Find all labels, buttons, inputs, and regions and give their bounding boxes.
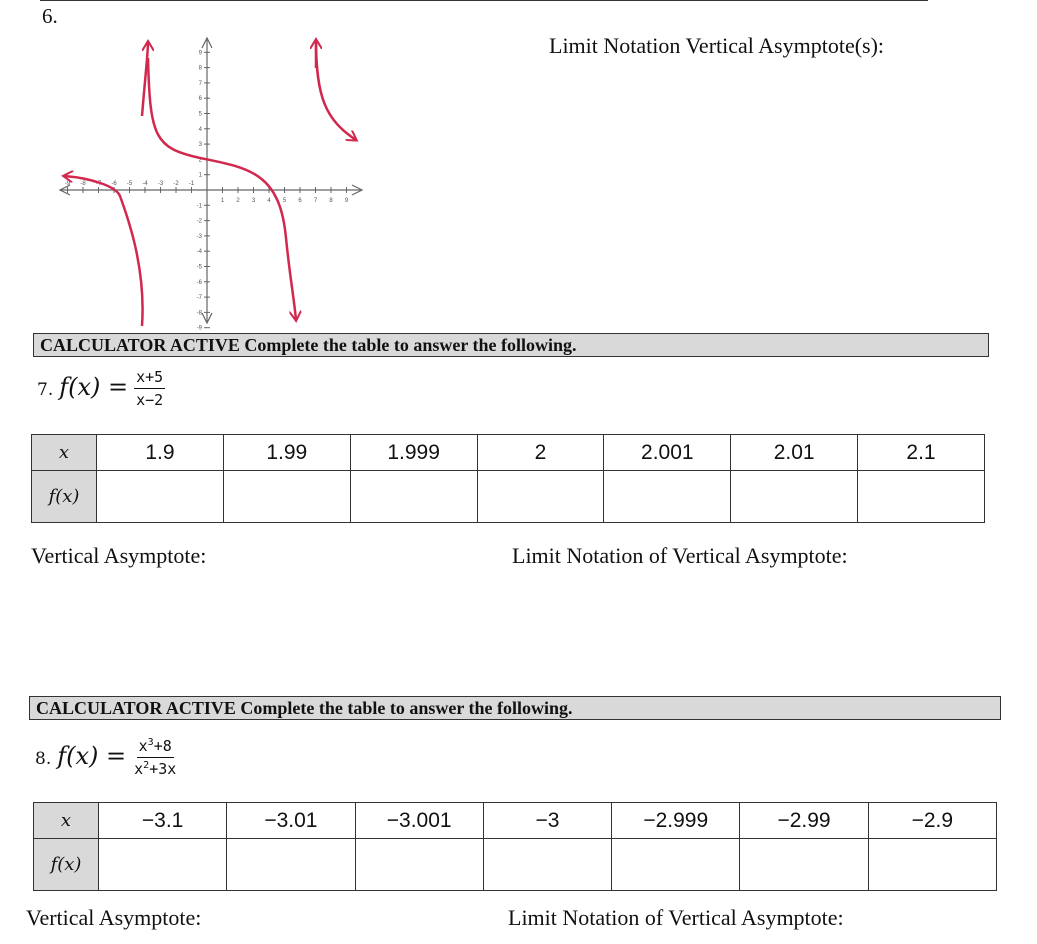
q8-fx-answer-cell[interactable] [740,839,868,891]
y-tick-label: 3 [198,142,202,149]
q7-x-cell: 1.99 [223,435,350,471]
question-7-number: 7. [37,380,54,400]
y-tick-label: 7 [198,80,202,87]
x-tick-label: -5 [126,181,133,187]
q8-denominator-base: x [134,760,144,778]
q7-fx-answer-cell[interactable] [477,471,604,523]
y-tick-label: -4 [196,249,202,256]
q7-fx-header: f(x) [32,471,97,523]
q8-denominator-exponent: 2 [143,760,150,771]
x-tick-label: 7 [313,198,318,204]
q7-limit-notation-label: Limit Notation of Vertical Asymptote: [512,543,848,568]
q8-x-cell: −2.99 [740,803,868,839]
x-tick-label: 8 [329,198,333,204]
q8-x-cell: −2.9 [868,803,996,839]
q8-numerator-exponent: 3 [147,737,154,748]
q6-rational-graph [50,28,370,332]
q7-fraction [134,368,165,409]
curve-right-branch [316,40,356,140]
q7-x-cell: 2 [477,435,604,471]
y-tick-label: 5 [198,111,202,118]
y-tick-label: 2 [198,157,202,164]
q7-function-lhs: f(x) = [59,373,129,401]
x-tick-label: -6 [111,181,117,187]
q8-fx-answer-cell[interactable] [227,839,355,891]
q7-x-cell: 1.9 [97,435,224,471]
x-tick-label: -1 [188,181,195,187]
y-tick-label: 8 [198,65,202,72]
q8-fx-answer-cell[interactable] [483,839,611,891]
question-8-number: 8. [35,749,52,769]
q8-x-cell: −3.1 [99,803,227,839]
q8-fx-row [34,839,997,891]
x-tick-label: -2 [173,181,179,187]
q8-function-lhs: f(x) = [57,742,127,770]
y-tick-label: 4 [198,126,202,133]
q8-x-cell: −2.999 [612,803,740,839]
y-tick-label: -1 [196,203,202,210]
q7-x-cell: 1.999 [350,435,477,471]
x-tick-label: -7 [95,181,102,187]
q8-fx-answer-cell[interactable] [868,839,996,891]
q8-fx-header: f(x) [34,839,99,891]
q7-fx-answer-cell[interactable] [97,471,224,523]
q8-x-row [34,803,997,839]
x-tick-label: -8 [80,181,86,187]
q8-limit-notation-label: Limit Notation of Vertical Asymptote: [508,905,844,930]
q8-fx-answer-cell[interactable] [355,839,483,891]
q7-fx-answer-cell[interactable] [604,471,731,523]
q8-value-table [33,802,997,891]
q8-numerator-base: x [138,737,148,755]
q7-x-row [32,435,985,471]
q7-numerator: x+5 [134,368,165,389]
q7-function [37,368,165,409]
x-tick-label: 5 [282,198,287,204]
question-6-number: 6. [42,4,58,28]
y-tick-label: 6 [198,96,202,103]
top-rule [40,0,928,1]
q8-x-cell: −3.01 [227,803,355,839]
q7-fx-answer-cell[interactable] [350,471,477,523]
y-tick-label: -3 [196,233,202,240]
q8-denominator [132,758,178,778]
x-tick-label: 1 [220,198,225,204]
curve-left-upper-end [142,42,148,116]
q8-numerator-rest: +8 [153,737,172,755]
x-tick-label: 2 [236,198,240,204]
y-tick-label: 1 [198,172,202,179]
q8-denominator-rest: +3x [149,760,177,778]
q7-x-header: x [32,435,97,471]
x-tick-label: -4 [142,181,148,187]
q6-limit-notation-heading: Limit Notation Vertical Asymptote(s): [549,33,885,58]
q8-x-header: x [34,803,99,839]
q7-fx-answer-cell[interactable] [731,471,858,523]
q8-function [35,737,178,778]
q7-x-cell: 2.1 [858,435,985,471]
y-tick-label: -5 [196,264,202,271]
q8-vertical-asymptote-label: Vertical Asymptote: [26,905,202,930]
q8-x-cell: −3 [483,803,611,839]
q8-fx-answer-cell[interactable] [99,839,227,891]
q7-value-table [31,434,985,523]
x-tick-label: 4 [267,198,271,204]
y-tick-label: -2 [196,218,202,225]
q8-fx-answer-cell[interactable] [612,839,740,891]
q7-fx-row [32,471,985,523]
graph-axes [60,38,362,323]
q8-calculator-banner: CALCULATOR ACTIVE Complete the table to answer the following. [29,696,1001,720]
x-tick-label: -9 [64,181,71,187]
y-tick-label: -7 [196,295,202,302]
q8-fraction [132,737,178,778]
q7-calculator-banner: CALCULATOR ACTIVE Complete the table to answer the following. [33,333,989,357]
x-tick-label: 3 [251,198,256,204]
q8-x-cell: −3.001 [355,803,483,839]
q7-fx-answer-cell[interactable] [223,471,350,523]
x-tick-label: 6 [298,198,302,204]
x-tick-label: 9 [344,198,349,204]
q8-numerator [137,737,174,758]
q7-vertical-asymptote-label: Vertical Asymptote: [31,543,207,568]
y-tick-label: -9 [196,325,202,332]
q7-fx-answer-cell[interactable] [858,471,985,523]
y-tick-label: -6 [196,279,202,286]
q7-x-cell: 2.01 [731,435,858,471]
y-tick-label: -8 [196,310,202,317]
q7-denominator: x−2 [136,391,164,409]
y-tick-label: 9 [198,50,202,57]
x-tick-label: -3 [157,181,164,187]
q7-x-cell: 2.001 [604,435,731,471]
curve-left-branch [64,176,143,326]
